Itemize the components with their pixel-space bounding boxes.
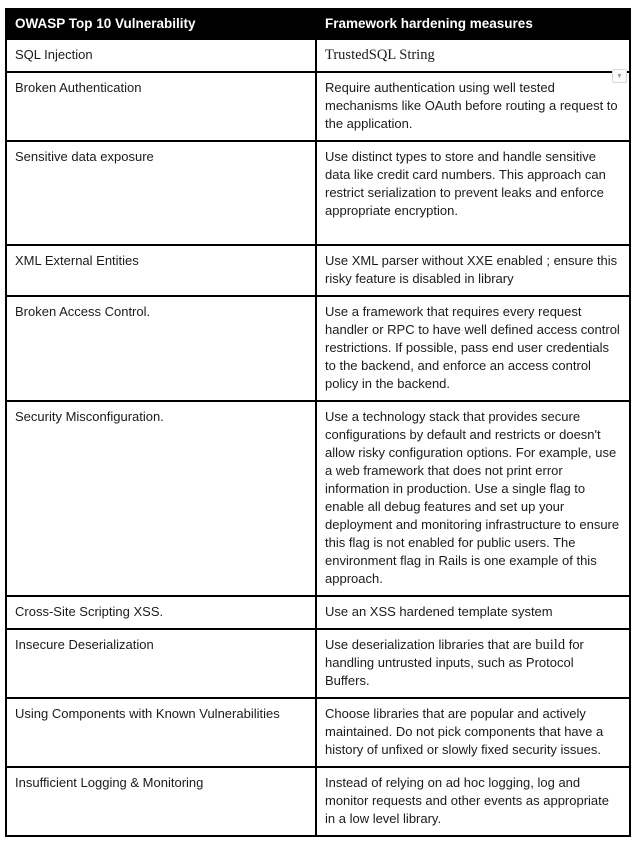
measure-text: Instead of relying on ad hoc logging, log and monitor requests and other events as appropriate in a low level library. [325, 775, 610, 826]
vulnerability-cell: Insecure Deserialization [6, 629, 316, 698]
measure-cell [316, 629, 630, 698]
measure-text: Require authentication using well tested mechanisms like OAuth before routing a request to the application. [325, 80, 618, 131]
vulnerability-cell: Broken Authentication [6, 72, 316, 141]
measure-text-serif: build [535, 637, 566, 653]
measure-cell [316, 401, 630, 596]
measure-text: Choose libraries that are popular and actively maintained. Do not pick components that have a history of unfixed or slowly fixed security issues. [325, 706, 604, 757]
header-cell-vulnerability: OWASP Top 10 Vulnerability [6, 9, 316, 39]
vulnerability-cell: Sensitive data exposure [6, 141, 316, 245]
measure-cell [316, 39, 630, 72]
measure-text: Use deserialization libraries that are [325, 637, 536, 652]
vulnerability-cell: SQL Injection [6, 39, 316, 72]
table-row [6, 141, 630, 245]
table-row [6, 767, 630, 836]
measure-text-serif: TrustedSQL String [325, 47, 435, 63]
owasp-hardening-table [5, 8, 631, 837]
measure-text: Use XML parser without XXE enabled ; ensure this risky feature is disabled in library [325, 253, 618, 286]
measure-cell [316, 72, 630, 141]
table-row [6, 401, 630, 596]
table-row [6, 296, 630, 401]
measure-cell [316, 767, 630, 836]
table-row [6, 596, 630, 629]
measure-cell [316, 596, 630, 629]
measure-cell [316, 698, 630, 767]
vulnerability-cell: Cross-Site Scripting XSS. [6, 596, 316, 629]
measure-cell [316, 245, 630, 296]
measure-text: Use a framework that requires every request handler or RPC to have well defined access control restrictions. If possible, pass end user credentials to the backend, and enforce an access control policy in the backend. [325, 304, 620, 391]
vulnerability-cell: Security Misconfiguration. [6, 401, 316, 596]
measure-text: Use a technology stack that provides secure configurations by default and restricts or doesn't allow risky configuration options. For example, use a web framework that does not print error information in production. Use a single flag to enable all debug features and set up your deployment and monitoring infrastructure to ensure this flag is not enabled for public users. The environment flag in Rails is one example of this approach. [325, 409, 620, 586]
table-body [6, 39, 630, 836]
header-cell-measures: Framework hardening measures [316, 9, 630, 39]
vulnerability-cell: XML External Entities [6, 245, 316, 296]
table-row [6, 629, 630, 698]
measure-cell [316, 141, 630, 245]
table-row [6, 72, 630, 141]
vulnerability-cell: Using Components with Known Vulnerabilities [6, 698, 316, 767]
table-row [6, 39, 630, 72]
measure-text: for handling untrusted inputs, such as Protocol Buffers. [325, 637, 584, 688]
table-row [6, 245, 630, 296]
vulnerability-cell: Insufficient Logging & Monitoring [6, 767, 316, 836]
collapsed-comment-dropdown-icon[interactable]: ▼ [612, 69, 627, 83]
measure-cell [316, 296, 630, 401]
table-header-row [6, 9, 630, 39]
table-row [6, 698, 630, 767]
measure-text: Use distinct types to store and handle sensitive data like credit card numbers. This approach can restrict serialization to prevent leaks and enforce appropriate encryption. [325, 149, 606, 218]
measure-text: Use an XSS hardened template system [325, 604, 553, 619]
vulnerability-cell: Broken Access Control. [6, 296, 316, 401]
